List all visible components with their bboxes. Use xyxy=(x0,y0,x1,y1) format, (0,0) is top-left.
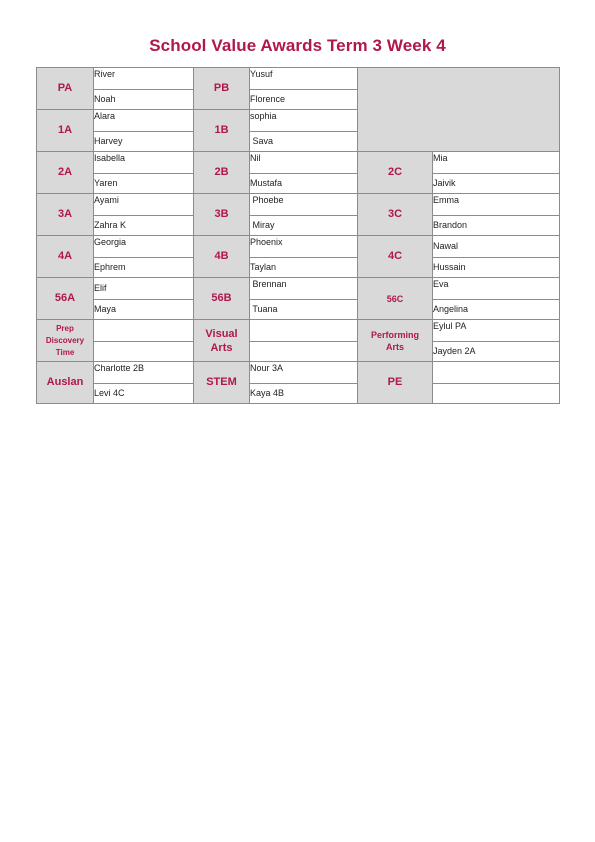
award-name: Nour 3A xyxy=(250,362,358,384)
award-name: Taylan xyxy=(250,257,358,278)
award-name: Georgia xyxy=(94,236,194,258)
class-label-3a: 3A xyxy=(37,194,94,236)
class-label-visual-arts: Visual Arts xyxy=(194,320,250,362)
award-name: Jaivik xyxy=(433,173,560,194)
award-name: Alara xyxy=(94,110,194,132)
class-label-pb: PB xyxy=(194,68,250,110)
class-label-1b: 1B xyxy=(194,110,250,152)
class-label-performing-arts: Performing Arts xyxy=(358,320,433,362)
class-label-56c: 56C xyxy=(358,278,433,320)
award-name: Kaya 4B xyxy=(250,383,358,404)
table-row xyxy=(37,341,560,362)
award-name xyxy=(433,362,560,384)
class-label-1a: 1A xyxy=(37,110,94,152)
award-name: Charlotte 2B xyxy=(94,362,194,384)
award-name: Ephrem xyxy=(94,257,194,278)
award-name: Isabella xyxy=(94,152,194,174)
table-row xyxy=(37,362,560,384)
award-name: sophia xyxy=(250,110,358,132)
award-name: Maya xyxy=(94,299,194,320)
class-label-auslan: Auslan xyxy=(37,362,94,404)
award-name: Eva xyxy=(433,278,560,300)
class-label-4c: 4C xyxy=(358,236,433,278)
award-name: Elif xyxy=(94,278,194,300)
award-name: Hussain xyxy=(433,257,560,278)
award-name: Mia xyxy=(433,152,560,174)
award-name: Miray xyxy=(250,215,358,236)
award-name: Jayden 2A xyxy=(433,341,560,362)
award-name: Eylul PA xyxy=(433,320,560,342)
award-name: Sava xyxy=(250,131,358,152)
award-name: Brandon xyxy=(433,215,560,236)
empty-cell xyxy=(358,68,560,152)
class-label-3c: 3C xyxy=(358,194,433,236)
table-row xyxy=(37,173,560,194)
award-name: Florence xyxy=(250,89,358,110)
table-row xyxy=(37,152,560,174)
table-row xyxy=(37,320,560,342)
table-row xyxy=(37,257,560,278)
table-row xyxy=(37,236,560,258)
class-label-pe: PE xyxy=(358,362,433,404)
class-label-2b: 2B xyxy=(194,152,250,194)
class-label-3b: 3B xyxy=(194,194,250,236)
award-name: Noah xyxy=(94,89,194,110)
class-label-56a: 56A xyxy=(37,278,94,320)
award-name: Nil xyxy=(250,152,358,174)
table-row xyxy=(37,215,560,236)
award-name: Yaren xyxy=(94,173,194,194)
table-row xyxy=(37,299,560,320)
table-row xyxy=(37,278,560,300)
table-row xyxy=(37,68,560,90)
class-label-2c: 2C xyxy=(358,152,433,194)
award-name: Emma xyxy=(433,194,560,216)
table-row xyxy=(37,194,560,216)
class-label-4b: 4B xyxy=(194,236,250,278)
award-name xyxy=(94,320,194,342)
class-label-56b: 56B xyxy=(194,278,250,320)
award-name xyxy=(250,341,358,362)
award-name: Angelina xyxy=(433,299,560,320)
award-name: Brennan xyxy=(250,278,358,300)
class-label-pa: PA xyxy=(37,68,94,110)
award-name: Phoebe xyxy=(250,194,358,216)
award-name: Mustafa xyxy=(250,173,358,194)
award-name xyxy=(94,341,194,362)
award-name: Zahra K xyxy=(94,215,194,236)
award-name: Tuana xyxy=(250,299,358,320)
award-name: River xyxy=(94,68,194,90)
award-name: Ayami xyxy=(94,194,194,216)
class-label-stem: STEM xyxy=(194,362,250,404)
award-name xyxy=(433,383,560,404)
class-label-4a: 4A xyxy=(37,236,94,278)
award-name xyxy=(250,320,358,342)
awards-table xyxy=(36,67,560,404)
table-row xyxy=(37,383,560,404)
page-title: School Value Awards Term 3 Week 4 xyxy=(149,36,446,55)
award-name: Nawal xyxy=(433,236,560,258)
class-label-2a: 2A xyxy=(37,152,94,194)
award-name: Yusuf xyxy=(250,68,358,90)
class-label-prep-discovery-time: Prep Discovery Time xyxy=(37,320,94,362)
award-name: Levi 4C xyxy=(94,383,194,404)
award-name: Phoenix xyxy=(250,236,358,258)
award-name: Harvey xyxy=(94,131,194,152)
